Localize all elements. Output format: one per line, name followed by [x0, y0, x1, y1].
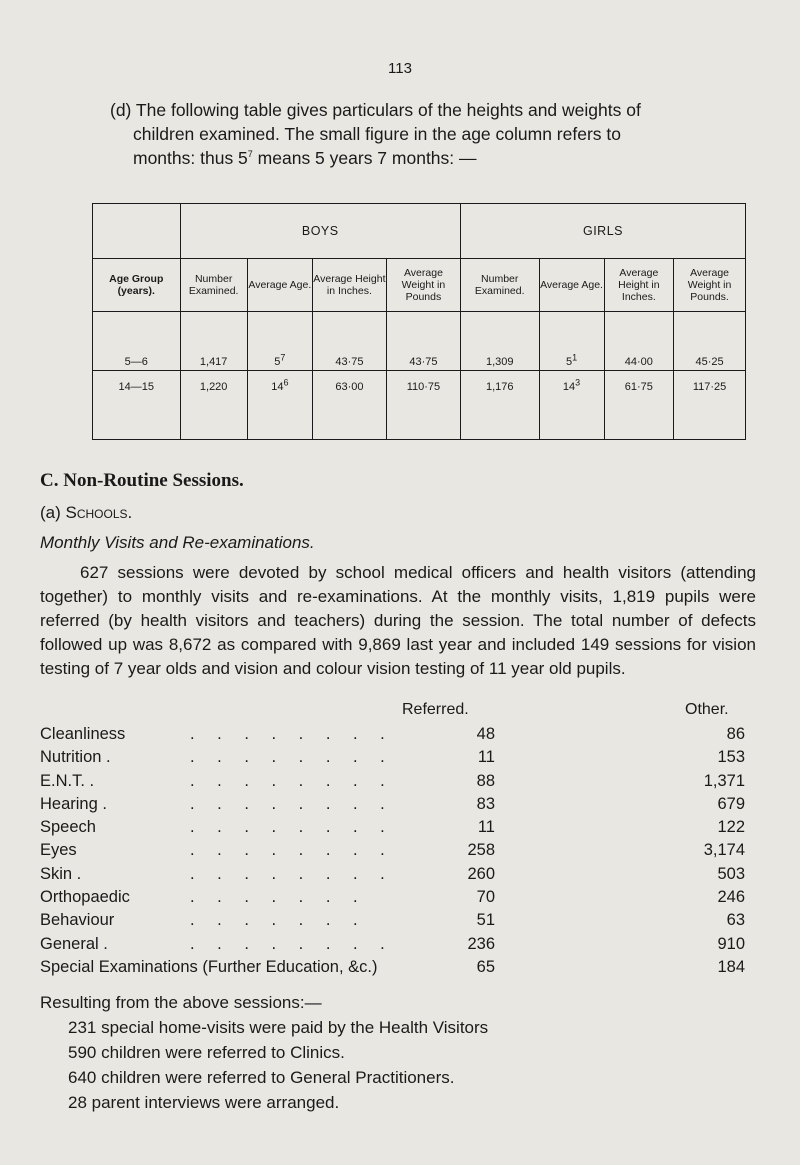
body-paragraph: 627 sessions were devoted by school medical officers and health visitors (attending together) to monthly visits and re-examinations. At the monthly visits, 1,819 pupils were referred (by health visitors and teachers) during the session. The total number of defects followed up was 8,672 as compared with 9,869 last year and included 149 sessions for vision testing of 7 year olds and vision and colour vision testing of 11 year old pupils.: [40, 563, 756, 678]
cell-boys-weight: 43·75: [386, 312, 460, 371]
subsection-heading-monthly: Monthly Visits and Re-examinations.: [40, 533, 315, 552]
other-value: 679: [717, 794, 745, 813]
cell-age-group: 14—15: [93, 371, 181, 440]
table-header-blank: [93, 204, 181, 259]
defect-label: Orthopaedic: [40, 888, 130, 907]
referred-value: 258: [467, 841, 495, 860]
intro-line-2: children examined. The small figure in the age column refers to: [133, 124, 621, 144]
list-item: [40, 865, 770, 888]
boys-group-header: BOYS: [180, 204, 460, 259]
cell-boys-weight: 110·75: [386, 371, 460, 440]
header-girls-height: Average Height in Inches.: [604, 259, 674, 312]
subsection-heading-schools: (a) Schools.: [40, 503, 133, 522]
leader-dots: . . . . . . .: [190, 911, 367, 930]
header-age-group: Age Group (years).: [93, 259, 181, 312]
cell-boys-age: $5^7$: [247, 312, 312, 371]
cell-boys-height: 63·00: [312, 371, 386, 440]
other-value: 246: [717, 888, 745, 907]
defect-label: E.N.T. .: [40, 771, 95, 790]
list-item: [40, 841, 770, 864]
list-item: [40, 818, 770, 841]
list-item: [40, 958, 770, 981]
referred-value: 70: [476, 888, 495, 907]
defect-label: Eyes: [40, 841, 77, 860]
heights-weights-table: [92, 203, 746, 440]
leader-dots: . . . . . . . .: [190, 818, 394, 837]
defects-list: [40, 725, 770, 981]
result-item: 640 children were referred to General Practitioners.: [68, 1068, 455, 1087]
cell-boys-number: 1,220: [180, 371, 247, 440]
header-girls-weight: Average Weight in Pounds.: [674, 259, 746, 312]
other-value: 3,174: [703, 841, 745, 860]
cell-girls-age: $5^1$: [539, 312, 604, 371]
results-section: [40, 990, 488, 1115]
header-girls-age: Average Age.: [539, 259, 604, 312]
list-item: [40, 748, 770, 771]
cell-age-group: 5—6: [93, 312, 181, 371]
referred-value: 65: [476, 957, 495, 976]
referred-value: 83: [476, 794, 495, 813]
other-header: Other.: [685, 701, 729, 718]
cell-boys-number: 1,417: [180, 312, 247, 371]
header-boys-age: Average Age.: [247, 259, 312, 312]
leader-dots: . . . . . . . .: [190, 864, 394, 883]
list-item: [40, 795, 770, 818]
result-item: 590 children were referred to Clinics.: [68, 1043, 345, 1062]
header-girls-number: Number Examined.: [460, 259, 539, 312]
cell-boys-age: $14^6$: [247, 371, 312, 440]
cell-girls-age: $14^3$: [539, 371, 604, 440]
cell-girls-weight: 45·25: [674, 312, 746, 371]
referred-value: 11: [477, 748, 495, 767]
girls-group-header: GIRLS: [460, 204, 745, 259]
defect-label: Skin .: [40, 864, 82, 883]
result-item: 28 parent interviews were arranged.: [68, 1093, 340, 1112]
referred-value: 260: [467, 864, 495, 883]
leader-dots: . . . . . . . .: [190, 841, 394, 860]
referred-value: 236: [467, 934, 495, 953]
leader-dots: . . . . . . . .: [190, 725, 394, 743]
referred-value: 48: [476, 725, 495, 743]
table-column-header-row: [93, 259, 746, 312]
list-item: [40, 935, 770, 958]
list-item: [40, 772, 770, 795]
section-heading-c: C. Non-Routine Sessions.: [40, 470, 244, 491]
other-value: 63: [726, 911, 745, 930]
referred-value: 11: [477, 818, 495, 837]
cell-girls-number: 1,176: [460, 371, 539, 440]
intro-paragraph: [110, 98, 733, 170]
table-row: [93, 371, 746, 440]
leader-dots: . . . . . . . .: [190, 771, 394, 790]
leader-dots: . . . . . . . .: [190, 748, 394, 767]
other-value: 153: [717, 748, 745, 767]
table-group-header-row: [93, 204, 746, 259]
referred-header: Referred.: [402, 701, 469, 718]
other-value: 503: [717, 864, 745, 883]
defect-label: Speech: [40, 818, 96, 837]
defect-label: Hearing .: [40, 794, 107, 813]
defect-label: Cleanliness: [40, 725, 126, 743]
other-value: 86: [726, 725, 745, 743]
defect-label: General .: [40, 934, 108, 953]
referred-value: 88: [476, 771, 495, 790]
other-value: 122: [717, 818, 745, 837]
defect-label: Nutrition .: [40, 748, 111, 767]
header-boys-number: Number Examined.: [180, 259, 247, 312]
list-item: [40, 725, 770, 748]
defect-label: Behaviour: [40, 911, 115, 930]
header-boys-height: Average Height in Inches.: [312, 259, 386, 312]
leader-dots: . . . . . . .: [190, 888, 367, 907]
leader-dots: . . . . . . . .: [190, 934, 394, 953]
list-item: [40, 911, 770, 934]
other-value: 184: [717, 957, 745, 976]
cell-girls-number: 1,309: [460, 312, 539, 371]
results-heading: Resulting from the above sessions:—: [40, 993, 322, 1012]
other-value: 1,371: [703, 771, 745, 790]
intro-line-3: months: thus $5^7$ means 5 years 7 months: —: [133, 148, 477, 168]
table-row: [93, 312, 746, 371]
cell-girls-weight: 117·25: [674, 371, 746, 440]
page-number: 113: [388, 60, 412, 77]
list-item: [40, 888, 770, 911]
cell-girls-height: 61·75: [604, 371, 674, 440]
defect-label: Special Examinations (Further Education, &c.): [40, 957, 378, 976]
result-item: 231 special home-visits were paid by the Health Visitors: [68, 1018, 489, 1037]
intro-line-1: (d) The following table gives particulars of the heights and weights of: [110, 100, 641, 120]
header-boys-weight: Average Weight in Pounds: [386, 259, 460, 312]
leader-dots: . . . . . . . .: [190, 794, 394, 813]
referred-value: 51: [476, 911, 495, 930]
cell-girls-height: 44·00: [604, 312, 674, 371]
cell-boys-height: 43·75: [312, 312, 386, 371]
other-value: 910: [717, 934, 745, 953]
